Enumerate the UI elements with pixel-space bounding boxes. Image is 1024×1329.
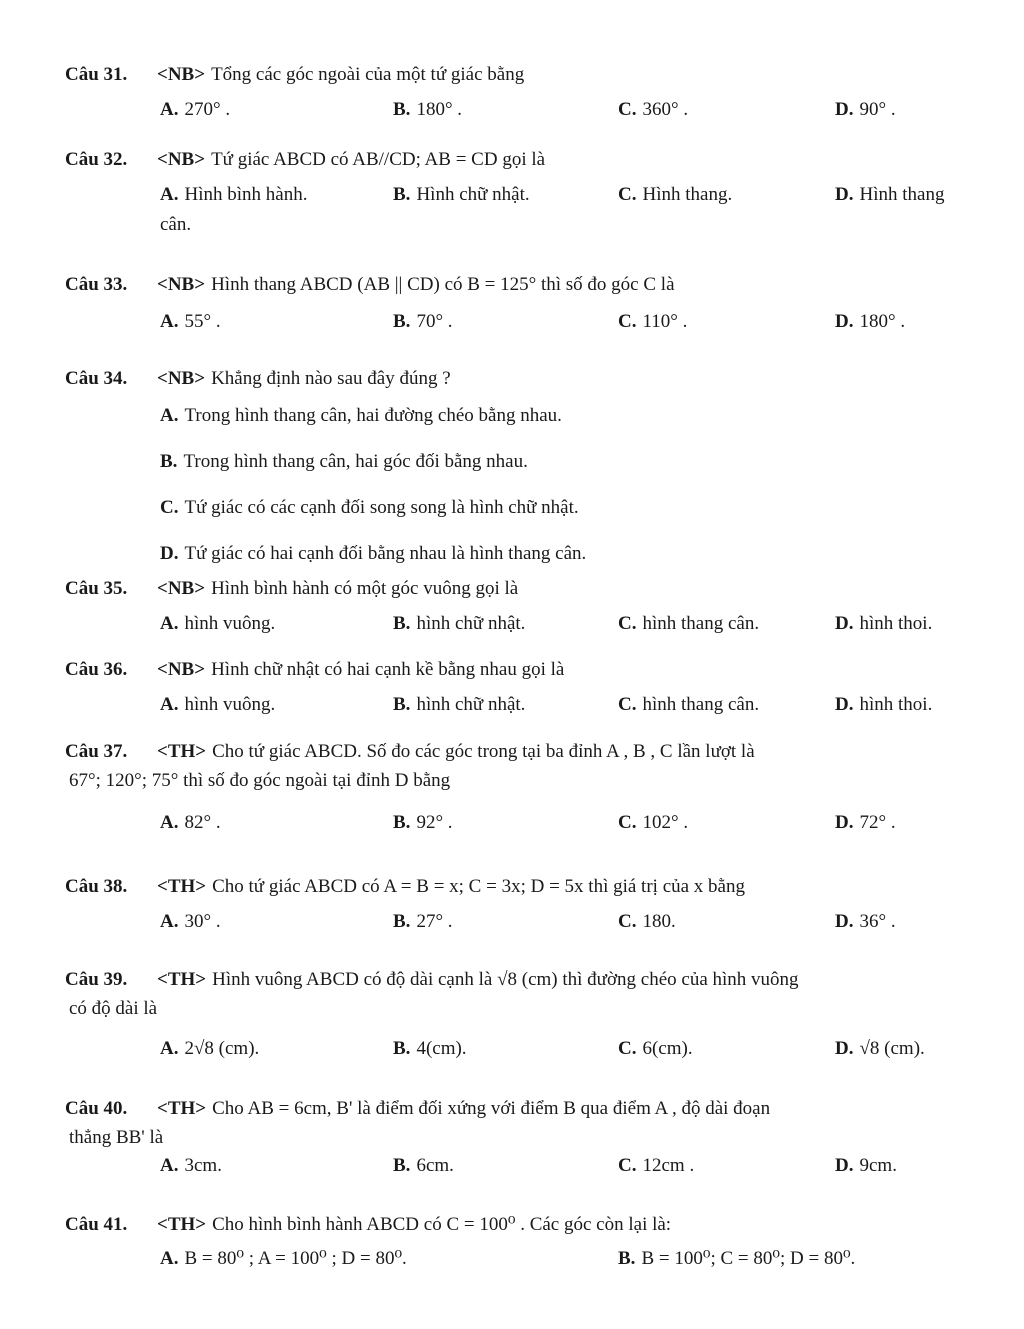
option-b[interactable] bbox=[393, 99, 462, 121]
option-a[interactable] bbox=[160, 1038, 259, 1060]
option-label: B. bbox=[393, 694, 411, 716]
option-text: hình chữ nhật. bbox=[416, 613, 526, 635]
option-c[interactable] bbox=[618, 694, 759, 716]
option-label: A. bbox=[160, 811, 179, 833]
option-text: hình vuông. bbox=[184, 613, 276, 635]
option-b[interactable] bbox=[393, 694, 525, 716]
option-label: A. bbox=[160, 1154, 179, 1176]
option-b[interactable] bbox=[393, 613, 525, 635]
question-number: Câu 33. bbox=[65, 274, 128, 295]
option-text: B = 80⁰ ; A = 100⁰ ; D = 80⁰. bbox=[184, 1248, 407, 1270]
option-d[interactable] bbox=[835, 694, 932, 716]
question-text: Hình thang ABCD (AB || CD) có B = 125° thì số đo góc C là bbox=[211, 274, 675, 295]
option-c[interactable] bbox=[618, 184, 732, 206]
level-tag: <TH> bbox=[157, 876, 207, 897]
option-c[interactable] bbox=[618, 911, 676, 933]
option-label: B. bbox=[393, 311, 411, 333]
option-b[interactable] bbox=[393, 911, 453, 933]
option-text: Hình bình hành. bbox=[184, 184, 308, 206]
question-number: Câu 39. bbox=[65, 969, 128, 990]
option-b[interactable] bbox=[393, 812, 453, 834]
option-label: A. bbox=[160, 1248, 179, 1270]
question-40 bbox=[65, 1094, 985, 1185]
option-a[interactable] bbox=[160, 911, 221, 933]
option-label: A. bbox=[160, 911, 179, 933]
option-label: C. bbox=[618, 911, 637, 933]
option-label: B. bbox=[393, 911, 411, 933]
option-text: 9cm. bbox=[859, 1154, 897, 1176]
question-31 bbox=[65, 60, 985, 129]
question-38 bbox=[65, 872, 985, 941]
option-label: A. bbox=[160, 613, 179, 635]
option-text: √8 (cm). bbox=[859, 1037, 925, 1059]
level-tag: <NB> bbox=[157, 274, 206, 295]
option-label: D. bbox=[835, 911, 854, 933]
option-label: A. bbox=[160, 405, 179, 427]
question-number: Câu 35. bbox=[65, 578, 128, 599]
option-text: 36° . bbox=[859, 911, 896, 933]
level-tag: <NB> bbox=[157, 659, 206, 680]
option-label: D. bbox=[835, 694, 854, 716]
question-35 bbox=[65, 574, 985, 643]
option-label: B. bbox=[393, 811, 411, 833]
option-label: B. bbox=[618, 1248, 636, 1270]
option-label: D. bbox=[835, 184, 854, 206]
option-label: C. bbox=[618, 811, 637, 833]
option-d[interactable] bbox=[835, 911, 896, 933]
option-a[interactable] bbox=[160, 613, 275, 635]
question-text: Cho hình bình hành ABCD có C = 100⁰ . Các góc còn lại là: bbox=[212, 1214, 672, 1235]
question-text-continuation: thẳng BB' là bbox=[69, 1127, 164, 1149]
option-text: B = 100⁰; C = 80⁰; D = 80⁰. bbox=[641, 1248, 856, 1270]
option-a[interactable] bbox=[160, 812, 221, 834]
level-tag: <NB> bbox=[157, 368, 206, 389]
option-c[interactable] bbox=[618, 613, 759, 635]
option-a[interactable] bbox=[160, 99, 230, 121]
option-text: 180° . bbox=[859, 311, 906, 333]
option-text: 92° . bbox=[416, 811, 453, 833]
option-c[interactable] bbox=[618, 1155, 694, 1177]
option-label: C. bbox=[618, 1037, 637, 1059]
question-text: Cho AB = 6cm, B' là điểm đối xứng với điểm B qua điểm A , độ dài đoạn bbox=[212, 1098, 771, 1119]
question-36 bbox=[65, 655, 985, 724]
option-a[interactable] bbox=[160, 1155, 222, 1177]
option-text: hình thang cân. bbox=[642, 694, 760, 716]
option-text: 90° . bbox=[859, 99, 896, 121]
option-text: hình thoi. bbox=[859, 613, 933, 635]
option-label: D. bbox=[835, 811, 854, 833]
option-text: 55° . bbox=[184, 311, 221, 333]
option-label: C. bbox=[618, 311, 637, 333]
option-label: A. bbox=[160, 184, 179, 206]
level-tag: <NB> bbox=[157, 578, 206, 599]
question-37 bbox=[65, 737, 985, 842]
question-text: Hình bình hành có một góc vuông gọi là bbox=[211, 578, 519, 599]
option-text: 180° . bbox=[416, 99, 463, 121]
question-number: Câu 31. bbox=[65, 64, 128, 85]
option-d[interactable] bbox=[835, 184, 944, 206]
question-text: Cho tứ giác ABCD có A = B = x; C = 3x; D = 5x thì giá trị của x bằng bbox=[212, 876, 745, 897]
option-b[interactable] bbox=[160, 447, 985, 493]
option-d[interactable] bbox=[835, 613, 932, 635]
option-label: D. bbox=[160, 543, 179, 565]
option-text: 12cm . bbox=[642, 1154, 695, 1176]
question-text: Tổng các góc ngoài của một tứ giác bằng bbox=[211, 64, 525, 85]
question-33 bbox=[65, 270, 985, 341]
question-text-continuation: 67°; 120°; 75° thì số đo góc ngoài tại đỉnh D bằng bbox=[69, 770, 451, 792]
option-label: B. bbox=[393, 613, 411, 635]
option-label: D. bbox=[835, 1154, 854, 1176]
option-d[interactable] bbox=[835, 1155, 897, 1177]
option-text: hình thang cân. bbox=[642, 613, 760, 635]
option-label: A. bbox=[160, 99, 179, 121]
option-label: C. bbox=[618, 694, 637, 716]
option-a[interactable] bbox=[160, 694, 275, 716]
option-a[interactable] bbox=[160, 401, 985, 447]
option-d-continuation: cân. bbox=[160, 214, 192, 236]
option-label: C. bbox=[618, 613, 637, 635]
option-text: Tứ giác có hai cạnh đối bằng nhau là hình thang cân. bbox=[184, 543, 587, 565]
option-label: B. bbox=[393, 184, 411, 206]
option-text: 4(cm). bbox=[416, 1037, 467, 1059]
question-number: Câu 37. bbox=[65, 741, 128, 762]
option-text: Hình chữ nhật. bbox=[416, 184, 530, 206]
option-b[interactable] bbox=[393, 311, 453, 333]
question-text: Cho tứ giác ABCD. Số đo các góc trong tại ba đỉnh A , B , C lần lượt là bbox=[212, 741, 755, 762]
option-text: 360° . bbox=[642, 99, 689, 121]
question-number: Câu 41. bbox=[65, 1214, 128, 1235]
option-label: B. bbox=[393, 1037, 411, 1059]
option-c[interactable] bbox=[618, 311, 687, 333]
option-label: C. bbox=[160, 497, 179, 519]
option-text: 30° . bbox=[184, 911, 221, 933]
level-tag: <TH> bbox=[157, 741, 207, 762]
option-text: 270° . bbox=[184, 99, 231, 121]
option-label: A. bbox=[160, 1037, 179, 1059]
option-label: C. bbox=[618, 99, 637, 121]
question-number: Câu 36. bbox=[65, 659, 128, 680]
question-number: Câu 40. bbox=[65, 1098, 128, 1119]
option-c[interactable] bbox=[618, 812, 688, 834]
question-32 bbox=[65, 145, 985, 236]
level-tag: <NB> bbox=[157, 64, 206, 85]
option-label: C. bbox=[618, 1154, 637, 1176]
option-d[interactable] bbox=[835, 311, 905, 333]
option-c[interactable] bbox=[618, 99, 688, 121]
option-b[interactable] bbox=[393, 184, 530, 206]
option-label: D. bbox=[835, 613, 854, 635]
option-text: Trong hình thang cân, hai góc đối bằng nhau. bbox=[183, 451, 528, 473]
option-b[interactable] bbox=[618, 1247, 855, 1270]
option-label: D. bbox=[835, 99, 854, 121]
option-text: 6cm. bbox=[416, 1154, 454, 1176]
level-tag: <TH> bbox=[157, 969, 207, 990]
option-a[interactable] bbox=[160, 1247, 407, 1270]
question-34 bbox=[65, 364, 985, 585]
option-text: Hình thang bbox=[859, 184, 945, 206]
question-text: Hình vuông ABCD có độ dài cạnh là √8 (cm) thì đường chéo của hình vuông bbox=[212, 969, 799, 990]
option-c[interactable] bbox=[618, 1038, 693, 1060]
option-label: B. bbox=[160, 451, 178, 473]
question-number: Câu 38. bbox=[65, 876, 128, 897]
option-text: 27° . bbox=[416, 911, 453, 933]
level-tag: <TH> bbox=[157, 1214, 207, 1235]
option-b[interactable] bbox=[393, 1155, 454, 1177]
question-text: Tứ giác ABCD có AB//CD; AB = CD gọi là bbox=[211, 149, 546, 170]
option-a[interactable] bbox=[160, 184, 307, 206]
option-a[interactable] bbox=[160, 311, 221, 333]
level-tag: <NB> bbox=[157, 149, 206, 170]
option-label: B. bbox=[393, 99, 411, 121]
option-text: 110° . bbox=[642, 311, 688, 333]
option-d[interactable] bbox=[835, 1038, 925, 1060]
option-b[interactable] bbox=[393, 1038, 467, 1060]
question-number: Câu 32. bbox=[65, 149, 128, 170]
option-label: C. bbox=[618, 184, 637, 206]
option-text: hình thoi. bbox=[859, 694, 933, 716]
option-label: A. bbox=[160, 694, 179, 716]
option-text: hình chữ nhật. bbox=[416, 694, 526, 716]
question-41 bbox=[65, 1210, 985, 1277]
option-text: 3cm. bbox=[184, 1154, 222, 1176]
option-text: 2√8 (cm). bbox=[184, 1037, 260, 1059]
option-text: 72° . bbox=[859, 811, 896, 833]
option-text: 6(cm). bbox=[642, 1037, 693, 1059]
option-text: Tứ giác có các cạnh đối song song là hình chữ nhật. bbox=[184, 497, 579, 519]
option-text: Hình thang. bbox=[642, 184, 733, 206]
question-text: Khẳng định nào sau đây đúng ? bbox=[211, 368, 451, 389]
option-text: hình vuông. bbox=[184, 694, 276, 716]
question-39 bbox=[65, 965, 985, 1068]
option-text: 180. bbox=[642, 911, 676, 933]
option-d[interactable] bbox=[835, 812, 896, 834]
option-text: 82° . bbox=[184, 811, 221, 833]
option-c[interactable] bbox=[160, 493, 985, 539]
level-tag: <TH> bbox=[157, 1098, 207, 1119]
option-d[interactable] bbox=[835, 99, 896, 121]
option-text: 70° . bbox=[416, 311, 453, 333]
question-number: Câu 34. bbox=[65, 368, 128, 389]
option-text: 102° . bbox=[642, 811, 689, 833]
option-label: B. bbox=[393, 1154, 411, 1176]
option-label: D. bbox=[835, 311, 854, 333]
question-text-continuation: có độ dài là bbox=[69, 998, 158, 1020]
question-text: Hình chữ nhật có hai cạnh kề bằng nhau gọi là bbox=[211, 659, 565, 680]
option-label: D. bbox=[835, 1037, 854, 1059]
option-text: Trong hình thang cân, hai đường chéo bằng nhau. bbox=[184, 405, 562, 427]
option-label: A. bbox=[160, 311, 179, 333]
